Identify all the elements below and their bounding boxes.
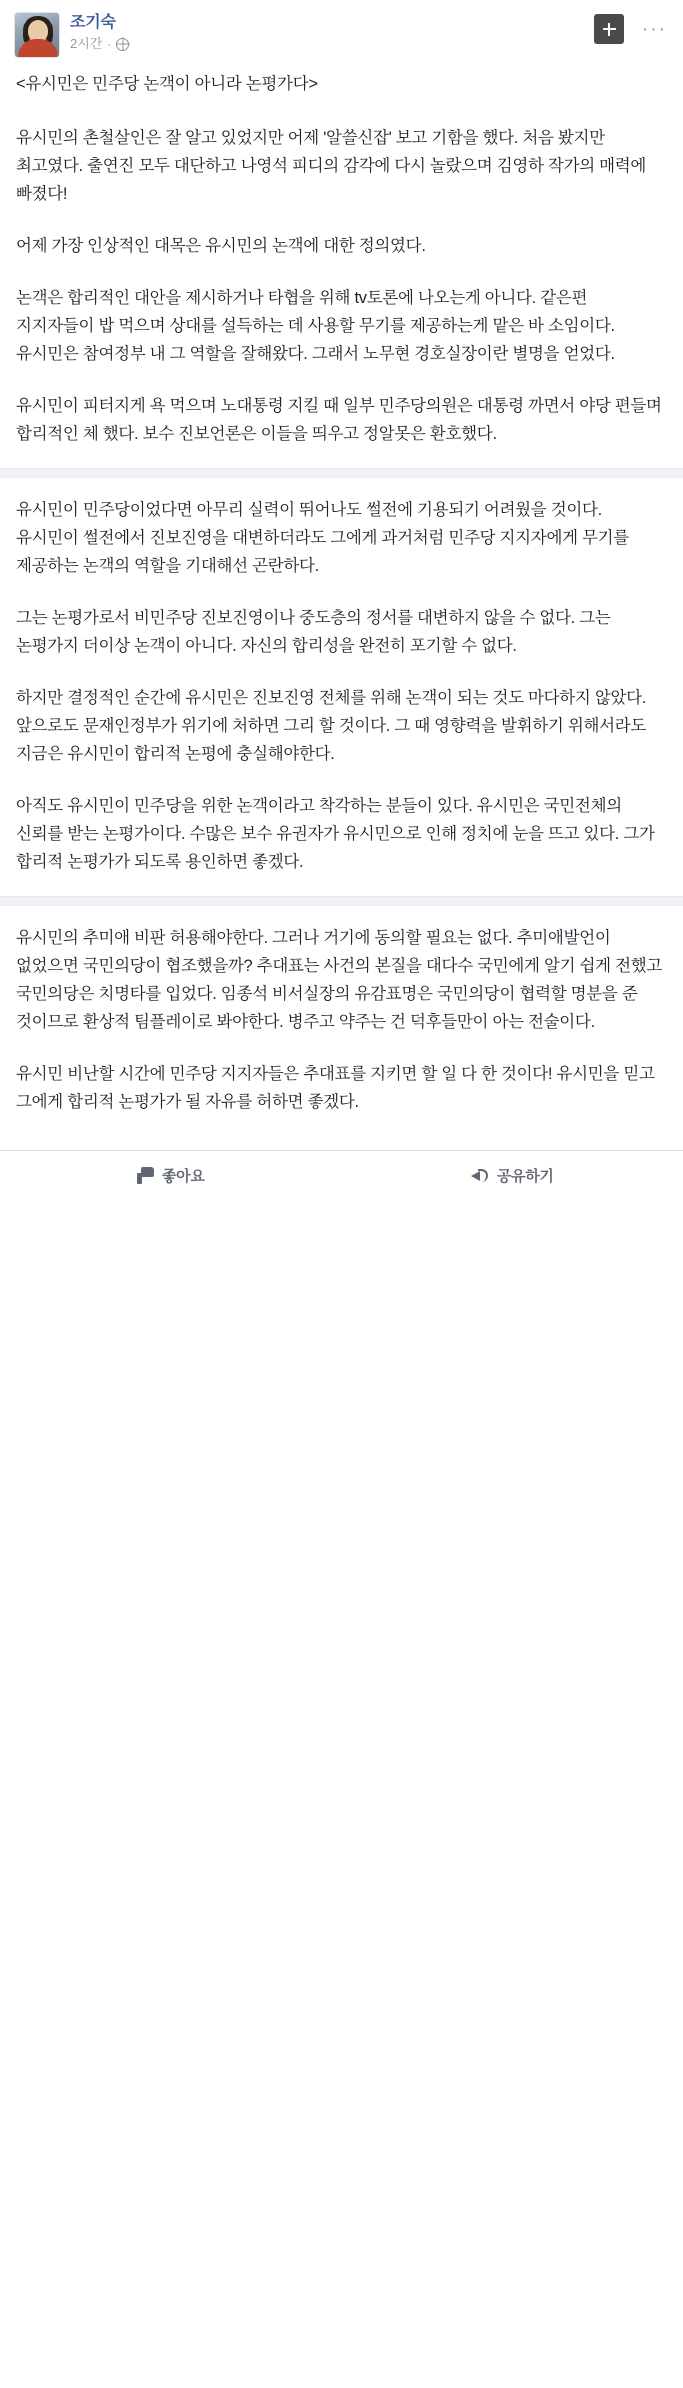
post-text-block-1 <box>0 64 683 468</box>
post-paragraph: 유시민 비난할 시간에 민주당 지지자들은 추대표를 지키면 할 일 다 한 것이다! 유시민을 믿고 그에게 합리적 논평가가 될 자유를 허하면 좋겠다. <box>16 1065 659 1111</box>
post-title-line: <유시민은 민주당 논객이 아니라 논평가다> <box>16 75 318 93</box>
post-paragraph: 어제 가장 인상적인 대목은 유시민의 논객에 대한 정의였다. <box>16 237 426 255</box>
share-arrow-icon <box>471 1168 489 1184</box>
post-paragraph: 그는 논평가로서 비민주당 진보진영이나 중도층의 정서를 대변하지 않을 수 없다. 그는 논평가지 더이상 논객이 아니다. 자신의 합리성을 완전히 포기할 수 없다. <box>16 609 615 655</box>
meta-separator: · <box>107 37 112 51</box>
post-actions-bar <box>0 1150 683 1200</box>
post-text-block-3 <box>0 906 683 1136</box>
post-text-block-2 <box>0 478 683 896</box>
globe-icon[interactable] <box>116 38 129 51</box>
author-name[interactable]: 조기숙 <box>70 14 116 31</box>
like-button-label: 좋아요 <box>161 1168 205 1185</box>
post-paragraph: 유시민의 촌철살인은 잘 알고 있었지만 어제 '알쓸신잡' 보고 기함을 했다. 처음 봤지만 최고였다. 출연진 모두 대단하고 나영석 피디의 감각에 다시 놀랐으며 김영하 작가의 매력에 빠졌다! <box>16 129 651 203</box>
post-meta <box>70 36 594 52</box>
more-options-icon[interactable]: ··· <box>642 18 667 40</box>
thumbs-up-icon <box>137 1167 154 1184</box>
post-header-text <box>70 12 594 52</box>
post-paragraph: 하지만 결정적인 순간에 유시민은 진보진영 전체를 위해 논객이 되는 것도 마다하지 않았다. 앞으로도 문재인정부가 위기에 처하면 그리 할 것이다. 그 때 영향력을 발휘하기 위해서라도 지금은 유시민이 합리적 논평에 충실해야한다. <box>16 689 651 763</box>
post-header-actions <box>594 12 669 44</box>
post-paragraph: 유시민이 민주당이었다면 아무리 실력이 뛰어나도 썰전에 기용되기 어려웠을 것이다. 유시민이 썰전에서 진보진영을 대변하더라도 그에게 과거처럼 민주당 지지자에게 무기를 제공하는 논객의 역할을 기대해선 곤란하다. <box>16 501 634 575</box>
share-button-label: 공유하기 <box>496 1168 554 1185</box>
section-divider <box>0 896 683 906</box>
post-paragraph: 유시민이 피터지게 욕 먹으며 노대통령 지킬 때 일부 민주당의원은 대통령 까면서 야당 편들며 합리적인 체 했다. 보수 진보언론은 이들을 띄우고 정알못은 환호했다. <box>16 397 666 443</box>
post-paragraph: 논객은 합리적인 대안을 제시하거나 타협을 위해 tv토론에 나오는게 아니다. 같은편 지지자들이 밥 먹으며 상대를 설득하는 데 사용할 무기를 제공하는게 맡은 바 소임이다. 유시민은 참여정부 내 그 역할을 잘해왔다. 그래서 노무현 경호실장이란 별명을 얻었다. <box>16 289 620 363</box>
section-divider <box>0 468 683 478</box>
post-paragraph: 유시민의 추미애 비판 허용해야한다. 그러나 거기에 동의할 필요는 없다. 추미애발언이 없었으면 국민의당이 협조했을까? 추대표는 사건의 본질을 대다수 국민에게 알기 쉽게 전했고 국민의당은 치명타를 입었다. 임종석 비서실장의 유감표명은 국민의당이 협력할 명분을 준 것이므로 환상적 팀플레이로 봐야한다. 병주고 약주는 건 덕후들만이 아는 전술이다. <box>16 929 667 1031</box>
post-header <box>0 0 683 64</box>
share-button[interactable] <box>342 1151 683 1200</box>
save-plus-icon[interactable] <box>594 14 624 44</box>
plus-horizontal <box>603 28 616 30</box>
post-timestamp[interactable]: 2시간 <box>70 36 103 51</box>
avatar[interactable] <box>14 12 60 58</box>
post-paragraph: 아직도 유시민이 민주당을 위한 논객이라고 착각하는 분들이 있다. 유시민은 국민전체의 신뢰를 받는 논평가이다. 수많은 보수 유권자가 유시민으로 인해 정치에 눈을 뜨고 있다. 그가 합리적 논평가가 되도록 용인하면 좋겠다. <box>16 797 659 871</box>
like-button[interactable] <box>0 1151 342 1200</box>
